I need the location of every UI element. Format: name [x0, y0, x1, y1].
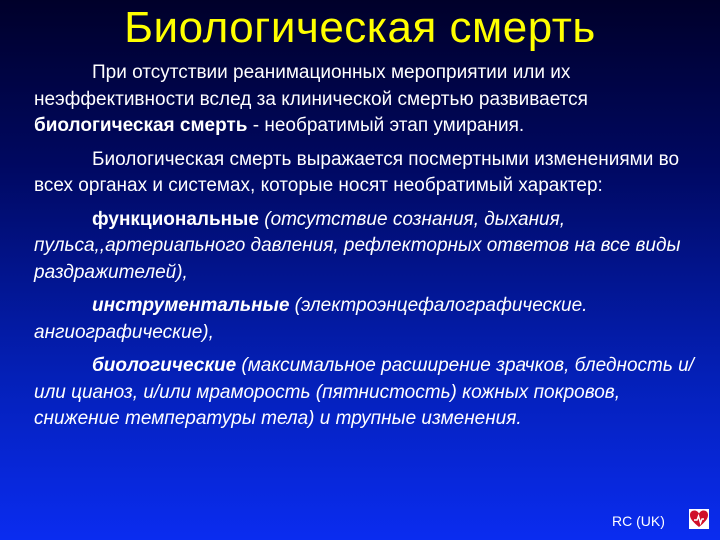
- paragraph-instrumental-signs: [34, 293, 700, 346]
- functional-label: функциональные: [92, 208, 259, 230]
- instrumental-text: (электроэнцефалографические. ангиографические),: [34, 295, 588, 343]
- definition-term: биологическая смерть: [34, 115, 248, 136]
- definition-text-end: - необратимый этап умирания.: [247, 115, 525, 136]
- rc-uk-logo-icon: [688, 508, 710, 530]
- biological-text: (максимальное расширение зрачков, бледность и/или цианоз, и/или мраморость (пятнистость) кожных покровов, снижение температуры тела) и трупные изменения.: [34, 355, 694, 429]
- slide-title: Биологическая смерть: [124, 3, 596, 52]
- paragraph-biological-signs: [34, 353, 700, 433]
- instrumental-label: инструментальные: [92, 295, 290, 316]
- paragraph-manifestation: [34, 147, 700, 200]
- footer-label: RC (UK): [612, 513, 665, 529]
- biological-label: биологические: [92, 355, 237, 376]
- functional-text: (отсутствие сознания, дыхания, пульса,,артериапьного давления, рефлекторных ответов на все виды раздражителей),: [34, 208, 681, 283]
- definition-text-start: При отсутствии реанимационных мероприятии или их неэффективности вслед за клинической смертью развивается: [34, 62, 588, 110]
- paragraph-definition: [34, 60, 700, 140]
- slide-body: [34, 60, 700, 433]
- paragraph-functional-signs: [34, 207, 700, 287]
- manifestation-text: Биологическая смерть выражается посмертными изменениями во всех органах и системах, которые носят необратимый характер:: [34, 148, 680, 196]
